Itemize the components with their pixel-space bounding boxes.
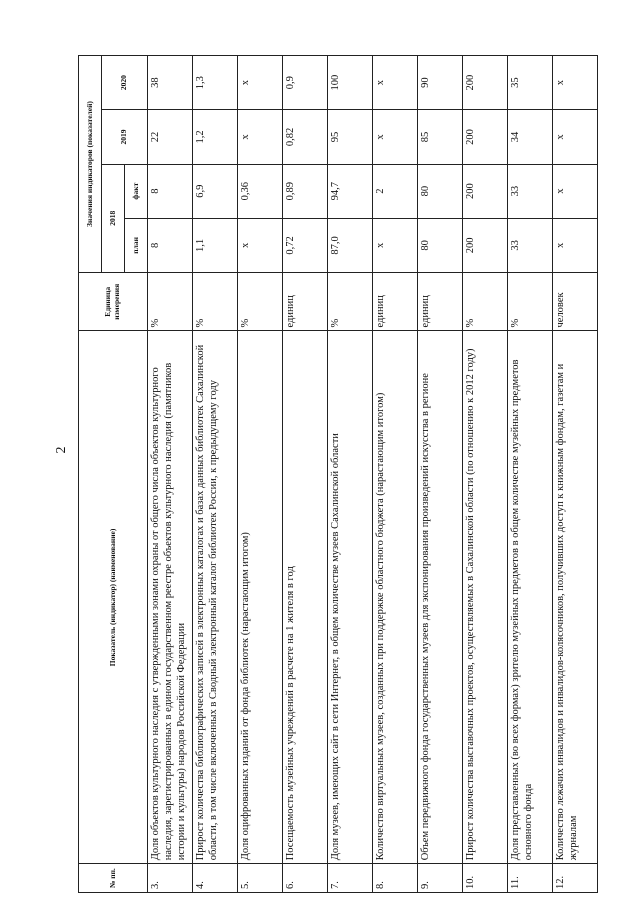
plan-2018-cell: х [553, 218, 598, 272]
value-2019-cell: 22 [148, 110, 193, 164]
table-row [283, 56, 328, 893]
indicator-name: Доля представленных (во всех формах) зрителю музейных предметов в общем количестве музейных предметов основного фонда [508, 331, 553, 864]
value-2020-cell: 100 [328, 56, 373, 110]
header-fact: факт [125, 164, 148, 218]
row-number: 9. [418, 864, 463, 893]
table-row [553, 56, 598, 893]
value-2020-cell: 0,9 [283, 56, 328, 110]
unit-cell: единиц [418, 273, 463, 331]
row-number: 8. [373, 864, 418, 893]
unit-cell: % [328, 273, 373, 331]
plan-2018-cell: 200 [463, 218, 508, 272]
plan-2018-cell: 0,72 [283, 218, 328, 272]
fact-2018-cell: 200 [463, 164, 508, 218]
unit-cell: % [148, 273, 193, 331]
table-row [328, 56, 373, 893]
indicator-name: Прирост количества библиографических записей в электронных каталогах и базах данных библиотек Сахалинской области, в том числе включенных в Сводный электронный каталог библиотек России, к предыдущему году [193, 331, 238, 864]
table-row [373, 56, 418, 893]
plan-2018-cell: 1,1 [193, 218, 238, 272]
plan-2018-cell: 80 [418, 218, 463, 272]
unit-cell: % [508, 273, 553, 331]
row-number: 6. [283, 864, 328, 893]
value-2020-cell: 90 [418, 56, 463, 110]
value-2019-cell: х [238, 110, 283, 164]
indicator-name: Количество виртуальных музеев, созданных при поддержке областного бюджета (нарастающим итогом) [373, 331, 418, 864]
rotated-document [78, 55, 605, 893]
unit-cell: % [193, 273, 238, 331]
fact-2018-cell: 94,7 [328, 164, 373, 218]
row-number: 10. [463, 864, 508, 893]
plan-2018-cell: 33 [508, 218, 553, 272]
value-2020-cell: 35 [508, 56, 553, 110]
fact-2018-cell: 0,89 [283, 164, 328, 218]
value-2019-cell: 34 [508, 110, 553, 164]
header-year-2019: 2019 [102, 110, 148, 164]
row-number: 11. [508, 864, 553, 893]
table-row [463, 56, 508, 893]
value-2020-cell: 38 [148, 56, 193, 110]
table-row [193, 56, 238, 893]
plan-2018-cell: х [238, 218, 283, 272]
header-unit: Единица измерения [79, 273, 148, 331]
fact-2018-cell: х [553, 164, 598, 218]
unit-cell: человек [553, 273, 598, 331]
row-number: 12. [553, 864, 598, 893]
unit-cell: % [463, 273, 508, 331]
header-indicator: Показатель (индикатор) (наименование) [79, 331, 148, 864]
fact-2018-cell: 6,9 [193, 164, 238, 218]
plan-2018-cell: 8 [148, 218, 193, 272]
fact-2018-cell: 33 [508, 164, 553, 218]
indicators-table [78, 55, 598, 893]
value-2019-cell: 0,82 [283, 110, 328, 164]
value-2020-cell: х [238, 56, 283, 110]
value-2020-cell: 200 [463, 56, 508, 110]
header-year-2018: 2018 [102, 164, 125, 272]
value-2019-cell: х [553, 110, 598, 164]
value-2019-cell: 200 [463, 110, 508, 164]
indicator-name: Доля объектов культурного наследия с утвержденными зонами охраны от общего числа объектов культурного наследия, зарегистрированных в едином государственном реестре объектов культурного наследия (памятников истории и культуры) народов Российской Федерации [148, 331, 193, 864]
value-2019-cell: 85 [418, 110, 463, 164]
fact-2018-cell: 0,36 [238, 164, 283, 218]
value-2019-cell: 1,2 [193, 110, 238, 164]
unit-cell: единиц [373, 273, 418, 331]
plan-2018-cell: х [373, 218, 418, 272]
fact-2018-cell: 80 [418, 164, 463, 218]
indicator-name: Количество лежачих инвалидов и инвалидов-колясочников, получивших доступ к книжным фондам, газетам и журналам [553, 331, 598, 864]
fact-2018-cell: 2 [373, 164, 418, 218]
table-row [418, 56, 463, 893]
value-2019-cell: х [373, 110, 418, 164]
value-2020-cell: х [553, 56, 598, 110]
indicator-name: Посещаемость музейных учреждений в расчете на 1 жителя в год [283, 331, 328, 864]
row-number: 5. [238, 864, 283, 893]
page-number: 2 [54, 446, 69, 454]
table-row [238, 56, 283, 893]
table-row [148, 56, 193, 893]
value-2020-cell: х [373, 56, 418, 110]
header-values-group: Значения индикаторов (показателей) [79, 56, 102, 273]
table-row [508, 56, 553, 893]
header-year-2020: 2020 [102, 56, 148, 110]
header-plan: план [125, 218, 148, 272]
row-number: 7. [328, 864, 373, 893]
indicator-name: Доля музеев, имеющих сайт в сети Интернет, в общем количестве музеев Сахалинской области [328, 331, 373, 864]
unit-cell: % [238, 273, 283, 331]
value-2019-cell: 95 [328, 110, 373, 164]
row-number: 3. [148, 864, 193, 893]
fact-2018-cell: 8 [148, 164, 193, 218]
row-number: 4. [193, 864, 238, 893]
indicator-name: Объем передвижного фонда государственных музеев для экспонирования произведений искусства в регионе [418, 331, 463, 864]
indicator-name: Прирост количества выставочных проектов, осуществляемых в Сахалинской области (по отношению к 2012 году) [463, 331, 508, 864]
indicator-name: Доля оцифрованных изданий от фонда библиотек (нарастающим итогом) [238, 331, 283, 864]
header-num: № пп. [79, 864, 148, 893]
unit-cell: единиц [283, 273, 328, 331]
value-2020-cell: 1,3 [193, 56, 238, 110]
plan-2018-cell: 87,0 [328, 218, 373, 272]
